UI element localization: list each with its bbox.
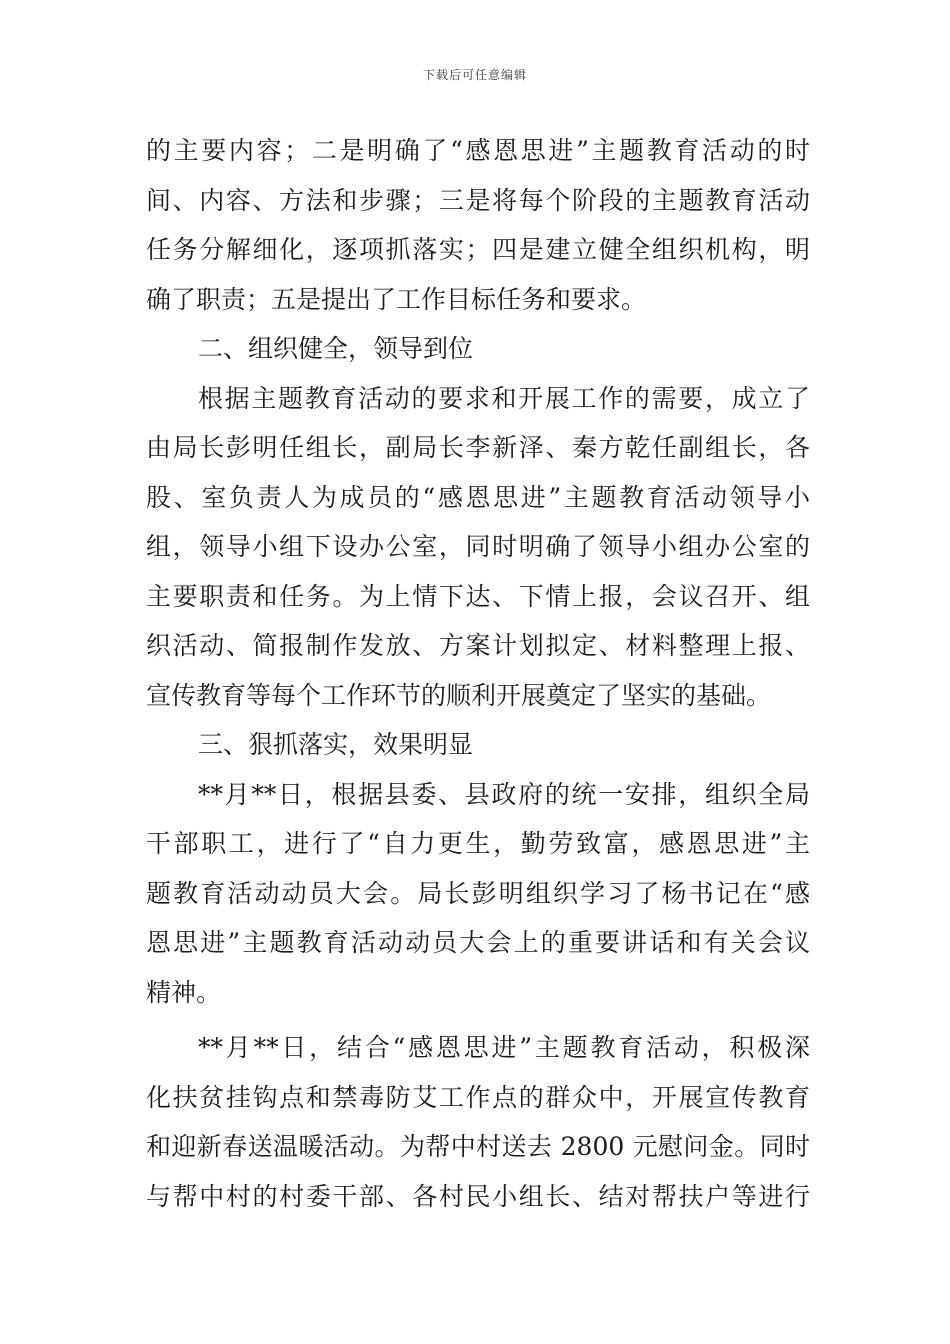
body-line: **月**日，根据县委、县政府的统一安排，组织全局: [198, 779, 810, 809]
body-line: 恩思进”主题教育活动动员大会上的重要讲话和有关会议: [146, 928, 810, 957]
body-line: 和迎新春送温暖活动。为帮中村送去 2800 元慰问金。同时: [146, 1132, 810, 1161]
body-line: 精神。: [146, 977, 222, 1007]
body-line: 干部职工，进行了“自力更生，勤劳致富，感恩思进”主: [146, 829, 810, 858]
body-line: 与帮中村的村委干部、各村民小组长、结对帮扶户等进行: [146, 1181, 810, 1211]
body-line: 股、室负责人为成员的“感恩思进”主题教育活动领导小: [146, 482, 810, 512]
body-line: 间、内容、方法和步骤；三是将每个阶段的主题教育活动: [146, 185, 810, 215]
body-line: 的主要内容；二是明确了“感恩思进”主题教育活动的时: [146, 136, 810, 165]
body-line: 题教育活动动员大会。局长彭明组织学习了杨书记在“感: [146, 878, 810, 908]
body-line: 确了职责；五是提出了工作目标任务和要求。: [146, 284, 647, 314]
body-line: 由局长彭明任组长，副局长李新泽、秦方乾任副组长，各: [146, 433, 810, 462]
body-line: 任务分解细化，逐项抓落实；四是建立健全组织机构，明: [146, 235, 810, 264]
body-line: 主要职责和任务。为上情下达、下情上报，会议召开、组: [146, 581, 810, 611]
body-line: 织活动、简报制作发放、方案计划拟定、材料整理上报、: [146, 631, 810, 660]
body-line: 宣传教育等每个工作环节的顺利开展奠定了坚实的基础。: [146, 680, 772, 710]
section-heading: 二、组织健全，领导到位: [198, 334, 474, 363]
section-heading: 三、狠抓落实，效果明显: [198, 730, 474, 759]
body-line: **月**日，结合“感恩思进”主题教育活动，积极深: [198, 1033, 810, 1062]
body-line: 化扶贫挂钩点和禁毒防艾工作点的群众中，开展宣传教育: [146, 1082, 810, 1112]
page-header-note: 下载后可任意编辑: [422, 68, 527, 82]
document-body: [146, 126, 810, 1221]
body-line: 根据主题教育活动的要求和开展工作的需要，成立了: [198, 383, 810, 413]
body-line: 组，领导小组下设办公室，同时明确了领导小组办公室的: [146, 532, 810, 561]
